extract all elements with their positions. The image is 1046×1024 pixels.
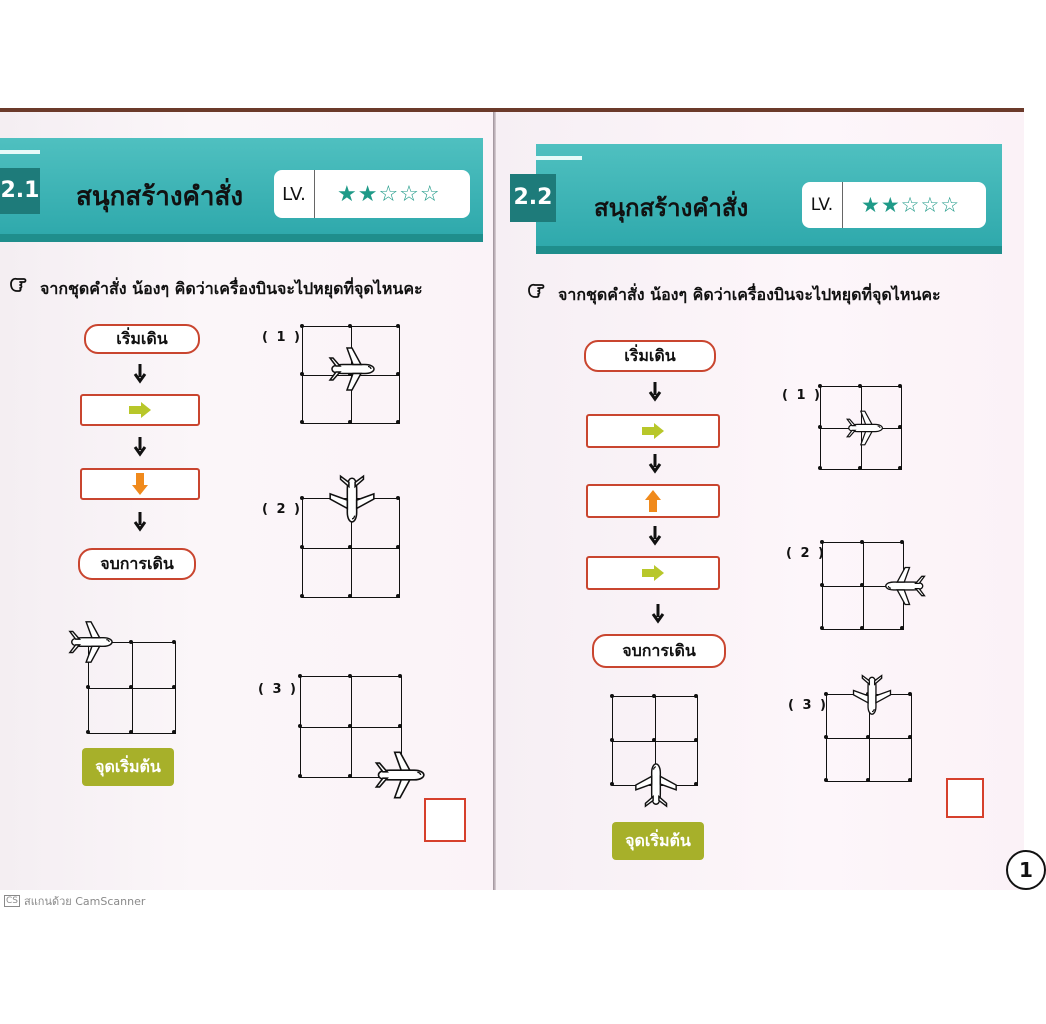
grid-dot [396,372,400,376]
grid-dot [818,425,822,429]
airplane-icon [326,472,378,524]
grid-dot [396,496,400,500]
grid-dot [172,730,176,734]
grid-dot [348,674,352,678]
flow-down-arrow-icon [133,364,147,384]
level-label: LV. [802,182,843,228]
grid-dot [348,594,352,598]
instruction-label: จากชุดคำสั่ง น้องๆ คิดว่าเครื่องบินจะไปหยุดที่จุดไหนคะ [558,285,941,304]
flow-down-arrow-icon [651,604,665,624]
page-number: 1 [1006,850,1046,890]
grid-dot [298,674,302,678]
grid-dot [866,778,870,782]
grid-dot [300,372,304,376]
airplane-icon [372,748,426,802]
start-point-label: จุดเริ่มต้น [612,822,704,860]
instruction-text [8,276,423,302]
grid-dot [858,466,862,470]
start-command: เริ่มเดิน [584,340,716,372]
grid-dot [820,540,824,544]
grid-dot [86,685,90,689]
option-label: ( 1 ) [782,388,822,403]
flow-down-arrow-icon [133,437,147,457]
grid-dot [908,692,912,696]
airplane-icon [844,408,884,448]
grid-dot [348,420,352,424]
scanner-watermark [4,892,145,910]
grid-dot [610,782,614,786]
grid-dot [348,545,352,549]
start-command: เริ่มเดิน [84,324,200,354]
level-label: LV. [274,170,315,218]
option-label: ( 3 ) [258,682,298,697]
grid-dot [610,694,614,698]
grid-dot [908,778,912,782]
end-command: จบการเดิน [592,634,726,668]
option-label: ( 2 ) [262,502,302,517]
pointing-hand-icon [8,276,30,298]
command-right [586,414,720,448]
airplane-icon [66,618,114,666]
grid-dot [898,466,902,470]
grid-dot [860,583,864,587]
grid-dot [652,694,656,698]
grid-dot [396,545,400,549]
airplane-icon [326,344,376,394]
grid-dot [172,685,176,689]
end-command: จบการเดิน [78,548,196,580]
command-right [80,394,200,426]
option-label: ( 1 ) [262,330,302,345]
right-arrow-icon [642,565,664,581]
right-arrow-icon [129,402,151,418]
flow-down-arrow-icon [133,512,147,532]
instruction-label: จากชุดคำสั่ง น้องๆ คิดว่าเครื่องบินจะไปหยุดที่จุดไหนคะ [40,279,423,298]
airplane-icon [850,672,894,716]
flow-down-arrow-icon [648,454,662,474]
option-label: ( 2 ) [786,546,826,561]
grid-dot [610,738,614,742]
grid-dot [298,774,302,778]
grid-dot [129,640,133,644]
grid-dot [694,782,698,786]
instruction-text [526,282,941,308]
page-title: สนุกสร้างคำสั่ง [76,182,244,212]
grid-dot [820,626,824,630]
airplane-icon [884,564,928,608]
level-box [802,182,986,228]
page-title: สนุกสร้างคำสั่ง [594,194,749,222]
down-arrow-icon [132,473,148,495]
command-up [586,484,720,518]
grid-dot [694,738,698,742]
right-page [496,112,1024,890]
grid-dot [348,324,352,328]
level-box [274,170,470,218]
grid-dot [348,774,352,778]
grid-dot [348,724,352,728]
answer-box[interactable] [424,798,466,842]
grid-dot [300,496,304,500]
banner-stripe [0,150,40,154]
left-page [0,112,493,890]
section-number-badge: 2.2 [510,174,556,222]
grid-dot [398,674,402,678]
grid-dot [129,685,133,689]
answer-box[interactable] [946,778,984,818]
grid-dot [866,735,870,739]
grid-dot [820,583,824,587]
grid-dot [908,735,912,739]
right-arrow-icon [642,423,664,439]
level-stars: ★★☆☆☆ [861,193,961,217]
grid-dot [398,724,402,728]
up-arrow-icon [645,490,661,512]
grid-dot [860,540,864,544]
grid-dot [129,730,133,734]
grid-dot [298,724,302,728]
grid-dot [858,384,862,388]
grid-dot [900,540,904,544]
section-number-badge: 2.1 [0,168,40,214]
grid-dot [860,626,864,630]
grid-dot [824,692,828,696]
grid-dot [824,735,828,739]
grid-dot [300,594,304,598]
level-stars: ★★☆☆☆ [337,181,441,207]
option-label: ( 3 ) [788,698,828,713]
grid-dot [818,384,822,388]
watermark-badge: CS [6,896,18,906]
banner-stripe [536,156,582,160]
grid-dot [396,324,400,328]
grid-dot [898,384,902,388]
airplane-icon [632,762,680,810]
grid-dot [824,778,828,782]
pointing-hand-icon [526,282,548,304]
grid-dot [86,730,90,734]
grid-dot [652,738,656,742]
flow-down-arrow-icon [648,526,662,546]
flow-down-arrow-icon [648,382,662,402]
grid-dot [898,425,902,429]
grid-dot [172,640,176,644]
grid-dot [396,420,400,424]
watermark-text: สแกนด้วย CamScanner [24,895,146,908]
start-point-label: จุดเริ่มต้น [82,748,174,786]
command-right [586,556,720,590]
grid-dot [300,420,304,424]
book-spread [0,108,1024,890]
grid-dot [300,545,304,549]
grid-dot [818,466,822,470]
grid-dot [396,594,400,598]
command-down [80,468,200,500]
grid-dot [900,626,904,630]
grid-dot [300,324,304,328]
grid-dot [694,694,698,698]
